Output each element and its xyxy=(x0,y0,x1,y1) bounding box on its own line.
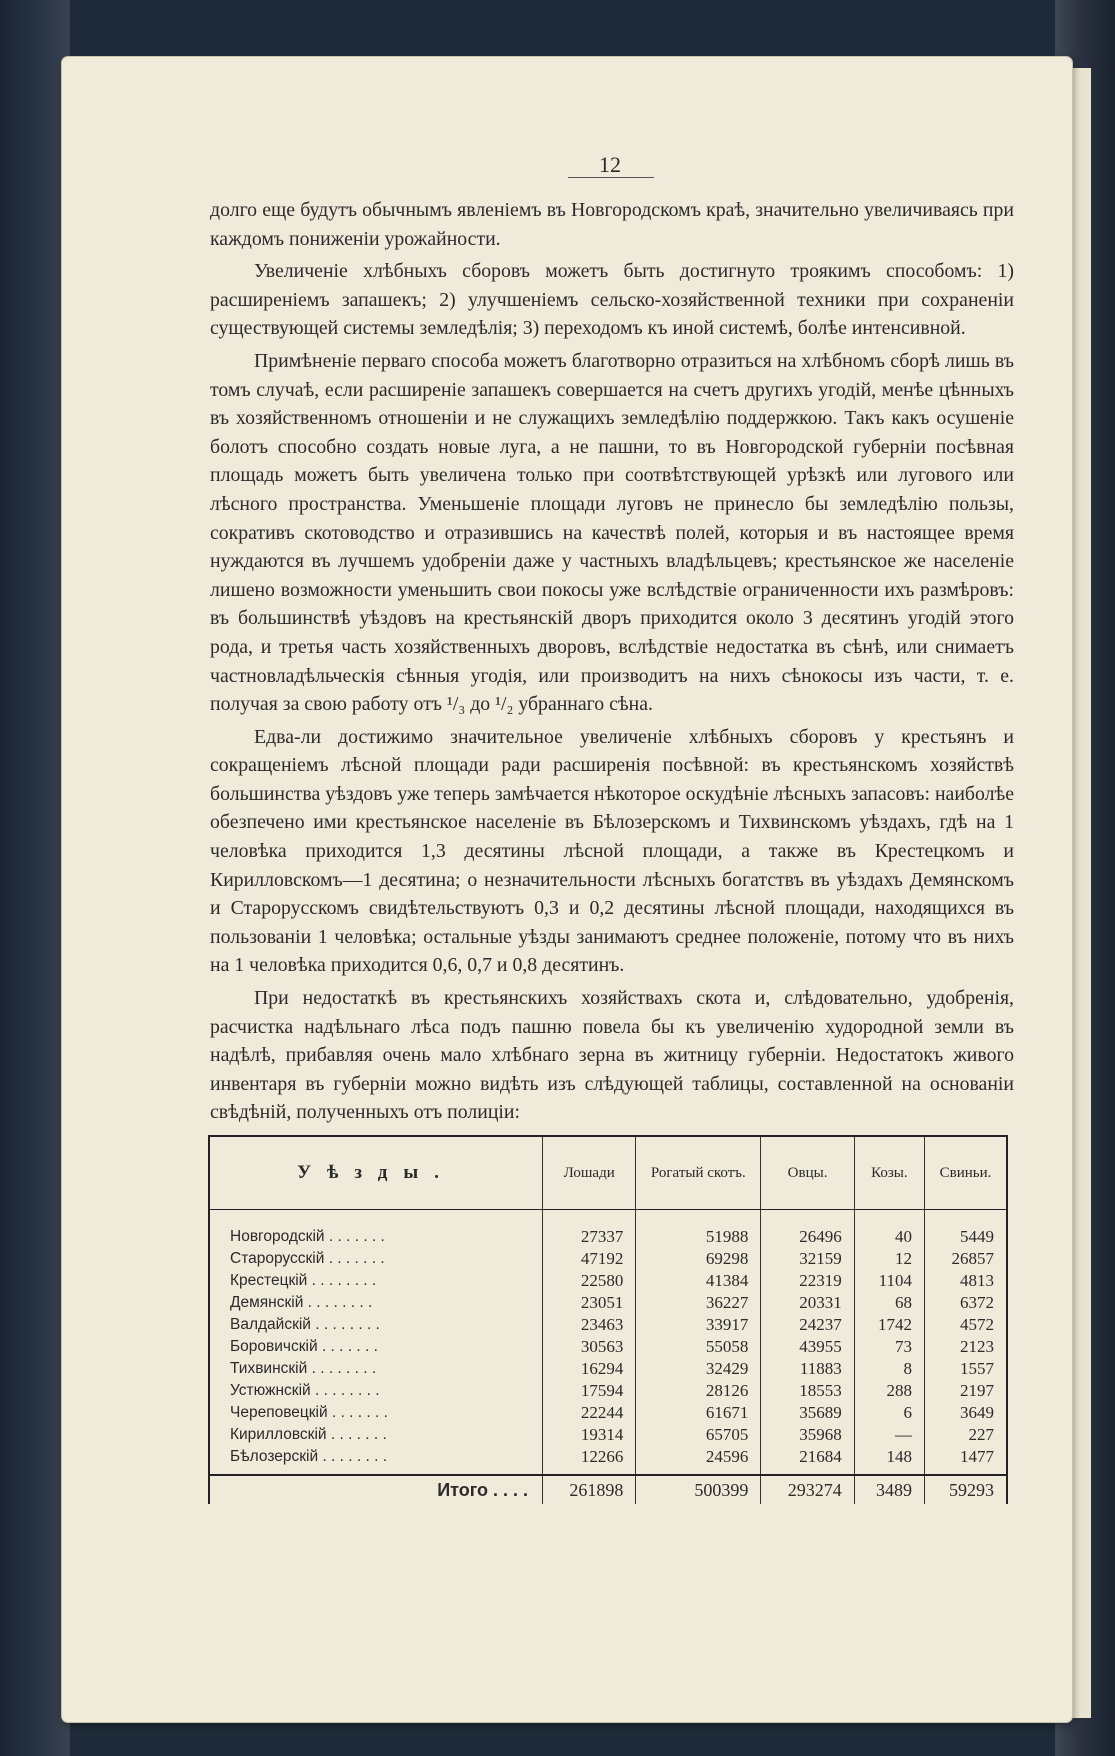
total-sheep: 293274 xyxy=(761,1475,854,1504)
body-text xyxy=(210,196,1014,1131)
paragraph: Едва-ли достижимо значительное увеличеніе хлѣбныхъ сборовъ у крестьянъ и сокращеніемъ лѣсной площади ради расширенія посѣвной: въ крестьянскомъ хозяйствѣ большинства уѣздовъ уже теперь замѣчается нѣкоторое оскудѣніе лѣсныхъ запасовъ: наиболѣе обезпечено ими крестьянское населеніе въ Бѣлозерскомъ и Тихвинскомъ уѣздахъ, гдѣ на 1 человѣка приходится 1,3 десятины лѣсной площади, а также въ Крестецкомъ и Кирилловскомъ—1 десятина; о незначительности лѣсныхъ богатствъ въ уѣздахъ Демянскомъ и Старорусскомъ свидѣтельствуютъ 0,3 и 0,2 десятины лѣсной площади, находящихся въ пользованіи 1 человѣка; остальные уѣзды занимаютъ среднее положеніе, потому что въ нихъ на 1 человѣка приходится 0,6, 0,7 и 0,8 десятинъ. xyxy=(210,725,1014,977)
cattle-cell: 65705 xyxy=(636,1424,761,1446)
spacer-row xyxy=(209,1210,1007,1227)
cattle-cell: 36227 xyxy=(636,1292,761,1314)
table-row xyxy=(209,1226,1007,1248)
sheep-cell: 20331 xyxy=(761,1292,854,1314)
total-cattle: 500399 xyxy=(636,1475,761,1504)
cattle-cell: 28126 xyxy=(636,1380,761,1402)
cattle-cell: 61671 xyxy=(636,1402,761,1424)
cattle-cell: 24596 xyxy=(636,1446,761,1475)
pigs-cell: 1557 xyxy=(925,1358,1007,1380)
pigs-cell: 26857 xyxy=(925,1248,1007,1270)
page-number: 12 xyxy=(599,152,621,177)
table-row xyxy=(209,1292,1007,1314)
paragraph: При недостаткѣ въ крестьянскихъ хозяйствахъ скота и, слѣдовательно, удобренія, расчистка надѣльнаго лѣса подъ пашню повела бы къ увеличенію худородной земли въ надѣлѣ, прибавляя очень мало хлѣбнаго зерна въ житницу губерніи. Недостатокъ живого инвентаря въ губерніи можно видѣть изъ слѣдующей таблицы, составленной на основаніи свѣдѣній, полученныхъ отъ полиціи: xyxy=(210,987,1014,1124)
pigs-cell: 4813 xyxy=(925,1270,1007,1292)
adjacent-page-edge xyxy=(1072,68,1091,1718)
pigs-cell: 6372 xyxy=(925,1292,1007,1314)
district-name: Тихвинскій . . . . . . . . xyxy=(209,1358,543,1380)
sheep-cell: 35689 xyxy=(761,1402,854,1424)
sheep-cell: 32159 xyxy=(761,1248,854,1270)
total-row xyxy=(209,1475,1007,1504)
horses-cell: 30563 xyxy=(543,1336,636,1358)
horses-cell: 16294 xyxy=(543,1358,636,1380)
goats-cell: 12 xyxy=(854,1248,924,1270)
cattle-cell: 55058 xyxy=(636,1336,761,1358)
cattle-cell: 69298 xyxy=(636,1248,761,1270)
district-name: Устюжнскій . . . . . . . . xyxy=(209,1380,543,1402)
table-row xyxy=(209,1402,1007,1424)
horses-cell: 17594 xyxy=(543,1380,636,1402)
cattle-cell: 51988 xyxy=(636,1226,761,1248)
horses-cell: 27337 xyxy=(543,1226,636,1248)
district-name: Демянскій . . . . . . . . xyxy=(209,1292,543,1314)
sheep-cell: 11883 xyxy=(761,1358,854,1380)
table-row xyxy=(209,1424,1007,1446)
horses-cell: 47192 xyxy=(543,1248,636,1270)
pigs-cell: 4572 xyxy=(925,1314,1007,1336)
pigs-cell: 5449 xyxy=(925,1226,1007,1248)
goats-cell: 148 xyxy=(854,1446,924,1475)
sheep-cell: 26496 xyxy=(761,1226,854,1248)
cattle-cell: 33917 xyxy=(636,1314,761,1336)
goats-cell: — xyxy=(854,1424,924,1446)
sheep-cell: 21684 xyxy=(761,1446,854,1475)
header-goats: Козы. xyxy=(854,1136,924,1210)
livestock-table xyxy=(208,1135,1008,1504)
header-district: Уѣзды. xyxy=(209,1136,543,1210)
goats-cell: 288 xyxy=(854,1380,924,1402)
paragraph: Примѣненіе перваго способа можетъ благотворно отразиться на хлѣбномъ сборѣ лишь въ томъ случаѣ, если расширеніе запашекъ совершается на счетъ другихъ угодій, менѣе цѣнныхъ въ хозяйственномъ отношеніи и не служащихъ земледѣлію поддержкою. Такъ какъ осушеніе болотъ способно создать новые луга, а не пашни, то въ Новгородской губерніи посѣвная площадь можетъ быть увеличена только при соотвѣтствующей урѣзкѣ или лугового или лѣсного пространства. Уменьшеніе площади луговъ не принесло бы земледѣлію пользы, сокративъ скотоводство и отразившись на качествѣ полей, которыя и въ настоящее время нуждаются въ лучшемъ удобреніи даже у частныхъ владѣльцевъ; крестьянское же населеніе лишено возможности уменьшить свои покосы уже вслѣдствіе ограниченности ихъ размѣровъ: въ большинствѣ уѣздовъ на крестьянскій дворъ приходится около 3 десятинъ угодій этого рода, и третья часть хозяйственныхъ дворовъ, вслѣдствіе недостатка въ сѣнѣ, или снимаетъ частновладѣльческія сѣнныя угодія, или производитъ на нихъ сѣнокосы изъ части, т. е. получая за свою работу отъ ¹/₃ до ¹/₂ убраннаго сѣна. xyxy=(210,349,1014,716)
total-pigs: 59293 xyxy=(925,1475,1007,1504)
district-name: Валдайскій . . . . . . . . xyxy=(209,1314,543,1336)
district-name: Крестецкій . . . . . . . . xyxy=(209,1270,543,1292)
sheep-cell: 18553 xyxy=(761,1380,854,1402)
horses-cell: 22244 xyxy=(543,1402,636,1424)
pigs-cell: 2123 xyxy=(925,1336,1007,1358)
table-row xyxy=(209,1358,1007,1380)
district-name: Череповецкій . . . . . . . xyxy=(209,1402,543,1424)
header-cattle: Рогатый скотъ. xyxy=(636,1136,761,1210)
goats-cell: 8 xyxy=(854,1358,924,1380)
sheep-cell: 24237 xyxy=(761,1314,854,1336)
district-name: Новгородскій . . . . . . . xyxy=(209,1226,543,1248)
goats-cell: 1742 xyxy=(854,1314,924,1336)
pigs-cell: 3649 xyxy=(925,1402,1007,1424)
sheep-cell: 22319 xyxy=(761,1270,854,1292)
table-row xyxy=(209,1380,1007,1402)
horses-cell: 23051 xyxy=(543,1292,636,1314)
header-sheep: Овцы. xyxy=(761,1136,854,1210)
cattle-cell: 32429 xyxy=(636,1358,761,1380)
header-horses: Лошади xyxy=(543,1136,636,1210)
scanner-background-left xyxy=(0,0,70,1756)
sheep-cell: 35968 xyxy=(761,1424,854,1446)
district-name: Боровичскій . . . . . . . xyxy=(209,1336,543,1358)
table-row xyxy=(209,1336,1007,1358)
table-header-row xyxy=(209,1136,1007,1210)
pigs-cell: 1477 xyxy=(925,1446,1007,1475)
horses-cell: 23463 xyxy=(543,1314,636,1336)
district-name: Кирилловскій . . . . . . . xyxy=(209,1424,543,1446)
goats-cell: 40 xyxy=(854,1226,924,1248)
district-name: Старорусскій . . . . . . . xyxy=(209,1248,543,1270)
total-label: Итого . . . . xyxy=(209,1475,543,1504)
paragraph: долго еще будутъ обычнымъ явленіемъ въ Новгородскомъ краѣ, значительно увеличиваясь при каждомъ пониженіи урожайности. xyxy=(210,199,1014,250)
goats-cell: 73 xyxy=(854,1336,924,1358)
sheep-cell: 43955 xyxy=(761,1336,854,1358)
livestock-table-wrapper xyxy=(208,1135,1012,1500)
horses-cell: 19314 xyxy=(543,1424,636,1446)
pigs-cell: 2197 xyxy=(925,1380,1007,1402)
horses-cell: 12266 xyxy=(543,1446,636,1475)
goats-cell: 1104 xyxy=(854,1270,924,1292)
table-row xyxy=(209,1248,1007,1270)
district-name: Бѣлозерскій . . . . . . . . xyxy=(209,1446,543,1475)
table-row xyxy=(209,1314,1007,1336)
header-pigs: Свиньи. xyxy=(925,1136,1007,1210)
cattle-cell: 41384 xyxy=(636,1270,761,1292)
total-horses: 261898 xyxy=(543,1475,636,1504)
total-goats: 3489 xyxy=(854,1475,924,1504)
paragraph: Увеличеніе хлѣбныхъ сборовъ можетъ быть достигнуто троякимъ способомъ: 1) расширеніемъ запашекъ; 2) улучшеніемъ сельско-хозяйственной техники при сохраненіи существующей системы земледѣлія; 3) переходомъ къ иной системѣ, болѣе интенсивной. xyxy=(210,260,1014,340)
horses-cell: 22580 xyxy=(543,1270,636,1292)
goats-cell: 68 xyxy=(854,1292,924,1314)
table-row xyxy=(209,1446,1007,1475)
pigs-cell: 227 xyxy=(925,1424,1007,1446)
goats-cell: 6 xyxy=(854,1402,924,1424)
table-row xyxy=(209,1270,1007,1292)
page-number-rule xyxy=(568,177,654,178)
